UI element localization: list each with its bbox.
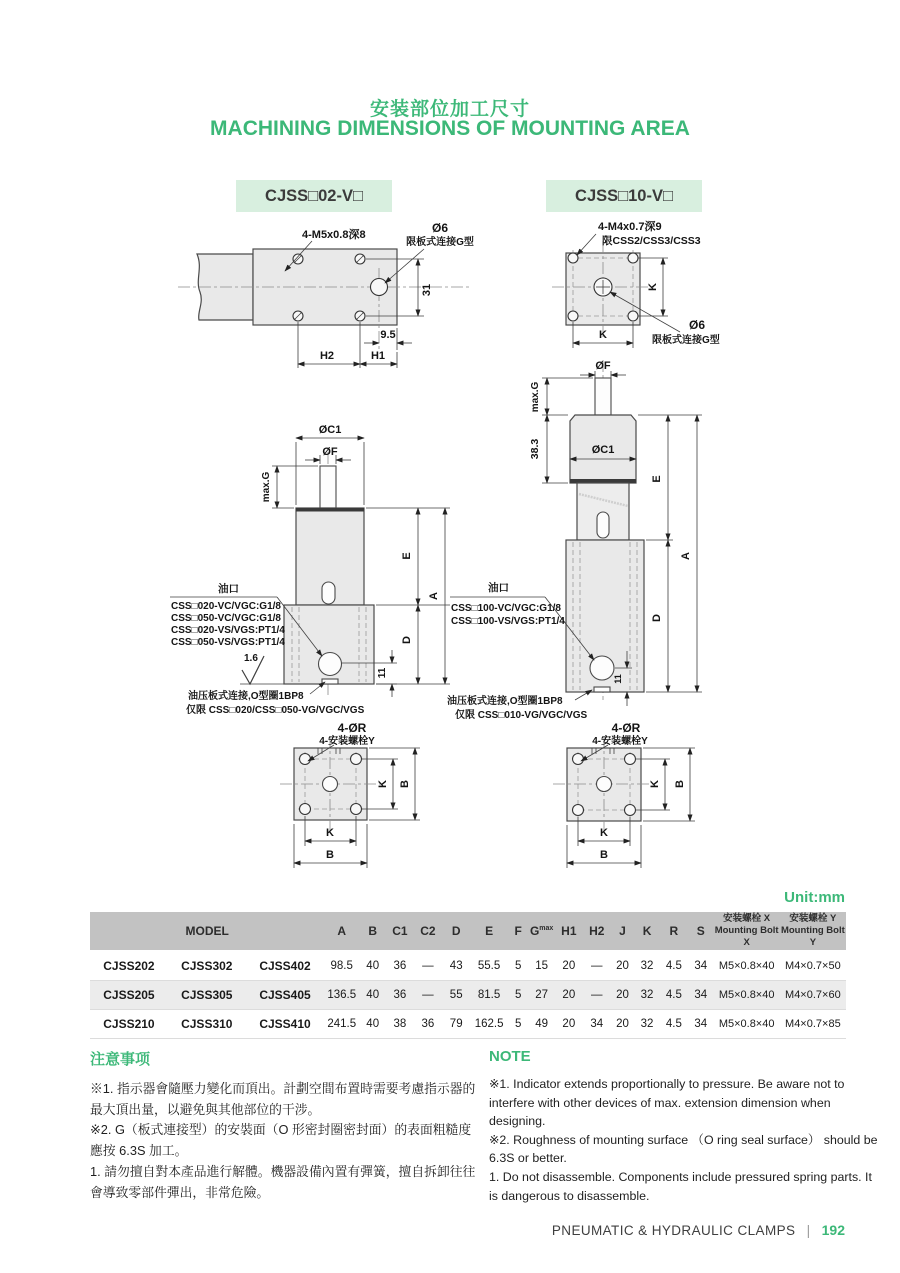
value-cell: 34 bbox=[694, 988, 708, 1001]
section-badge-cjss02: CJSS□02-V□ bbox=[236, 180, 392, 212]
value-cell: 15 bbox=[535, 959, 549, 972]
right-bottom-dim-k-v: K bbox=[649, 780, 661, 788]
left-front-view bbox=[170, 424, 450, 716]
value-cell: — bbox=[591, 988, 603, 1001]
notes-cn-line-2: ※2. G（板式連接型）的安裝面（O 形密封圈密封面）的表面粗糙度應按 6.3S 加工。 bbox=[90, 1122, 472, 1159]
left-top-dim-95: 9.5 bbox=[380, 329, 396, 341]
left-top-bolt-label: 4-M5x0.8深8 bbox=[302, 229, 366, 241]
value-cell: 98.5 bbox=[330, 959, 353, 972]
right-top-dim-k-h: K bbox=[599, 329, 607, 341]
value-cell: 34 bbox=[694, 959, 708, 972]
left-top-dim-31: 31 bbox=[421, 283, 433, 297]
left-oil-line-0: CSS□020-VC/VGC:G1/8 bbox=[171, 601, 281, 612]
model-cell: CJSS210 bbox=[103, 1016, 155, 1031]
notes-en-title: NOTE bbox=[489, 1048, 531, 1065]
value-cell: 40 bbox=[366, 959, 380, 972]
model-cell: CJSS405 bbox=[259, 987, 311, 1002]
left-plate-note2: 仅限 CSS□020/CSS□050-VG/VGC/VGS bbox=[186, 705, 365, 716]
left-bottom-dim-k-v: K bbox=[377, 780, 389, 788]
right-bottom-dim-k-h: K bbox=[600, 827, 608, 839]
right-bottom-bolt-sublabel: 4-安装螺栓Y bbox=[592, 736, 648, 747]
th-dim-h1: H1 bbox=[555, 912, 583, 951]
left-front-dim-e: E bbox=[401, 552, 413, 560]
notes-english bbox=[489, 1048, 881, 1205]
bolt-cell: M5×0.8×40 bbox=[718, 988, 775, 1001]
left-oil-line-1: CSS□050-VC/VGC:G1/8 bbox=[171, 613, 281, 624]
technical-drawings bbox=[0, 215, 900, 885]
right-oil-line-1: CSS□100-VS/VGS:PT1/4 bbox=[451, 616, 565, 627]
th-dim-j: J bbox=[611, 912, 634, 951]
value-cell: 49 bbox=[535, 1017, 549, 1030]
right-plate-note2: 仅限 CSS□010-VG/VGC/VGS bbox=[455, 710, 588, 721]
left-front-dim-11: 11 bbox=[377, 667, 388, 679]
value-cell: 20 bbox=[616, 988, 629, 1001]
left-bottom-dim-b-v: B bbox=[399, 780, 411, 788]
value-cell: 34 bbox=[694, 1017, 708, 1030]
th-bolt-y bbox=[780, 912, 846, 951]
value-cell: 36 bbox=[421, 1017, 435, 1030]
bolt-cell: M5×0.8×40 bbox=[718, 1017, 775, 1030]
value-cell: 55 bbox=[449, 988, 463, 1001]
th-dim-r: R bbox=[660, 912, 688, 951]
right-front-dim-e: E bbox=[651, 475, 663, 483]
value-cell: 32 bbox=[640, 959, 654, 972]
notes-cn-line-1: ※1. 指示器會隨壓力變化而頂出。計劃空間布置時需要考慮指示器的最大頂出量，以避免與其他部位的干涉。 bbox=[90, 1081, 476, 1117]
value-cell: 36 bbox=[393, 988, 407, 1001]
right-front-dim-c1: ØC1 bbox=[591, 444, 615, 456]
right-top-view bbox=[552, 220, 720, 348]
left-front-dim-f: ØF bbox=[322, 446, 338, 458]
th-dim-k: K bbox=[634, 912, 660, 951]
model-cell: CJSS310 bbox=[181, 1016, 233, 1031]
section-badge-cjss10: CJSS□10-V□ bbox=[546, 180, 702, 212]
right-front-dim-d: D bbox=[651, 614, 663, 622]
model-cell: CJSS410 bbox=[259, 1016, 311, 1031]
left-bottom-dim-b-h: B bbox=[326, 849, 334, 861]
value-cell: — bbox=[422, 959, 434, 972]
notes-en-line-2: ※2. Roughness of mounting surface （O ring seal surface） should be 6.3S or better. bbox=[489, 1132, 878, 1166]
value-cell: 20 bbox=[562, 1017, 576, 1030]
right-oil-line-0: CSS□100-VC/VGC:G1/8 bbox=[451, 603, 561, 614]
value-cell: 162.5 bbox=[474, 1017, 504, 1030]
value-cell: 136.5 bbox=[327, 988, 357, 1001]
notes-cn-line-3: 1. 請勿擅自對本產品進行解體。機器設備內置有彈簧，擅自拆卸往往會導致零部件彈出，非常危險。 bbox=[90, 1163, 476, 1200]
value-cell: 32 bbox=[640, 988, 654, 1001]
page-footer bbox=[0, 1222, 845, 1238]
spec-table bbox=[90, 912, 846, 1039]
right-bottom-dim-b-v: B bbox=[674, 780, 686, 788]
left-front-dim-maxg: max.G bbox=[261, 471, 272, 503]
value-cell: 55.5 bbox=[477, 959, 501, 972]
left-front-dim-a: A bbox=[428, 592, 440, 600]
value-cell: 27 bbox=[535, 988, 549, 1001]
value-cell: 43 bbox=[449, 959, 463, 972]
value-cell: 4.5 bbox=[665, 1017, 682, 1030]
value-cell: — bbox=[591, 959, 603, 972]
th-model: MODEL bbox=[90, 912, 324, 951]
th-bolt-x-cn: 安装螺栓 X bbox=[723, 913, 771, 925]
th-dim-a: A bbox=[324, 912, 359, 951]
page-title-cn: 安装部位加工尺寸 bbox=[369, 99, 530, 120]
value-cell: 38 bbox=[393, 1017, 407, 1030]
th-bolt-x-en: Mounting Bolt X bbox=[714, 925, 779, 948]
th-dim-e: E bbox=[470, 912, 508, 951]
notes-cn-title: 注意事项 bbox=[90, 1051, 151, 1068]
right-front-dim-a: A bbox=[680, 552, 692, 560]
footer-product-line: PNEUMATIC & HYDRAULIC CLAMPS bbox=[551, 1223, 796, 1238]
th-dim-f: F bbox=[508, 912, 528, 951]
right-top-dim-k-v: K bbox=[647, 283, 659, 291]
notes-en-line-3: 1. Do not disassemble. Components include pressured spring parts. It is dangerous to disassemble. bbox=[489, 1170, 872, 1203]
left-top-view bbox=[178, 221, 474, 368]
model-cell: CJSS205 bbox=[103, 987, 155, 1002]
value-cell: 20 bbox=[616, 959, 629, 972]
value-cell: 40 bbox=[366, 988, 380, 1001]
value-cell: 36 bbox=[393, 959, 407, 972]
th-bolt-x bbox=[714, 912, 780, 951]
model-cell: CJSS202 bbox=[103, 958, 155, 973]
left-bottom-view bbox=[280, 721, 420, 868]
notes-en-line-1: ※1. Indicator extends proportionally to pressure. Be aware not to interfere with other devices of max. extension dimension when designing. bbox=[489, 1077, 845, 1129]
value-cell: — bbox=[422, 988, 434, 1001]
left-front-roughness: 1.6 bbox=[244, 653, 258, 664]
right-bottom-view bbox=[553, 721, 695, 868]
table-row bbox=[90, 951, 846, 980]
footer-page-number: 192 bbox=[821, 1222, 845, 1238]
right-front-view bbox=[447, 360, 702, 721]
bolt-cell: M4×0.7×50 bbox=[785, 959, 841, 972]
left-oil-port-title: 油口 bbox=[218, 583, 239, 595]
right-top-hole-sublabel: 限板式连接G型 bbox=[652, 335, 720, 346]
left-top-dim-h2: H2 bbox=[319, 350, 335, 362]
page-title-en: MACHINING DIMENSIONS OF MOUNTING AREA bbox=[210, 117, 690, 140]
right-front-dim-maxg: max.G bbox=[530, 381, 541, 413]
value-cell: 5 bbox=[514, 1017, 522, 1030]
th-dim-c1: C1 bbox=[386, 912, 413, 951]
right-top-bolt-sublabel: 限CSS2/CSS3/CSS3 bbox=[602, 235, 701, 247]
model-cell: CJSS305 bbox=[181, 987, 233, 1002]
th-dim-d: D bbox=[442, 912, 470, 951]
value-cell: 20 bbox=[562, 959, 576, 972]
table-header-row bbox=[90, 912, 846, 951]
right-plate-note1: 油压板式连接,O型圈1BP8 bbox=[447, 696, 563, 707]
bolt-cell: M4×0.7×60 bbox=[785, 988, 841, 1001]
model-cell: CJSS302 bbox=[181, 958, 233, 973]
left-front-dim-c1: ØC1 bbox=[318, 424, 342, 436]
value-cell: 79 bbox=[449, 1017, 463, 1030]
right-bottom-bolt-label: 4-ØR bbox=[611, 721, 641, 735]
right-top-bolt-label: 4-M4x0.7深9 bbox=[598, 221, 662, 233]
left-oil-line-2: CSS□020-VS/VGS:PT1/4 bbox=[171, 625, 285, 636]
left-plate-note1: 油压板式连接,O型圈1BP8 bbox=[188, 691, 304, 702]
value-cell: 20 bbox=[616, 1017, 629, 1030]
table-row bbox=[90, 980, 846, 1009]
value-cell: 40 bbox=[366, 1017, 380, 1030]
right-front-dim-383: 38.3 bbox=[529, 438, 541, 460]
value-cell: 34 bbox=[590, 1017, 604, 1030]
right-front-dim-11: 11 bbox=[613, 674, 623, 684]
value-cell: 4.5 bbox=[665, 959, 682, 972]
value-cell: 32 bbox=[640, 1017, 654, 1030]
left-top-hole-label: Ø6 bbox=[431, 221, 449, 235]
value-cell: 20 bbox=[562, 988, 576, 1001]
right-bottom-dim-b-h: B bbox=[600, 849, 608, 861]
value-cell: 241.5 bbox=[327, 1017, 357, 1030]
table-body bbox=[90, 951, 846, 1038]
left-front-dim-d: D bbox=[401, 636, 413, 644]
table-row bbox=[90, 1009, 846, 1038]
th-dim-c2: C2 bbox=[414, 912, 443, 951]
model-cell: CJSS402 bbox=[259, 958, 311, 973]
value-cell: 4.5 bbox=[665, 988, 682, 1001]
left-bottom-dim-k-h: K bbox=[326, 827, 334, 839]
notes-chinese bbox=[90, 1048, 480, 1203]
th-dim-s: S bbox=[688, 912, 714, 951]
footer-separator: | bbox=[806, 1223, 811, 1238]
left-top-dim-h1: H1 bbox=[370, 350, 386, 362]
th-dim-b: B bbox=[359, 912, 386, 951]
right-oil-port-title: 油口 bbox=[488, 582, 509, 594]
th-dim-h2: H2 bbox=[583, 912, 611, 951]
left-bottom-bolt-sublabel: 4-安装螺栓Y bbox=[319, 736, 375, 747]
right-front-dim-f: ØF bbox=[595, 360, 611, 372]
value-cell: 5 bbox=[514, 959, 522, 972]
value-cell: 5 bbox=[514, 988, 522, 1001]
value-cell: 81.5 bbox=[477, 988, 501, 1001]
left-top-hole-sublabel: 限板式连接G型 bbox=[406, 237, 474, 248]
left-oil-line-3: CSS□050-VS/VGS:PT1/4 bbox=[171, 637, 285, 648]
spec-table-section bbox=[90, 912, 846, 1039]
th-bolt-y-cn: 安装螺栓 Y bbox=[789, 913, 837, 925]
th-bolt-y-en: Mounting Bolt Y bbox=[780, 925, 845, 948]
right-top-hole-label: Ø6 bbox=[688, 318, 706, 332]
bolt-cell: M4×0.7×85 bbox=[785, 1017, 841, 1030]
bolt-cell: M5×0.8×40 bbox=[718, 959, 775, 972]
th-dim-g: $G^{max}$ bbox=[528, 912, 554, 951]
unit-label: Unit:mm bbox=[784, 889, 845, 906]
left-bottom-bolt-label: 4-ØR bbox=[337, 721, 367, 735]
